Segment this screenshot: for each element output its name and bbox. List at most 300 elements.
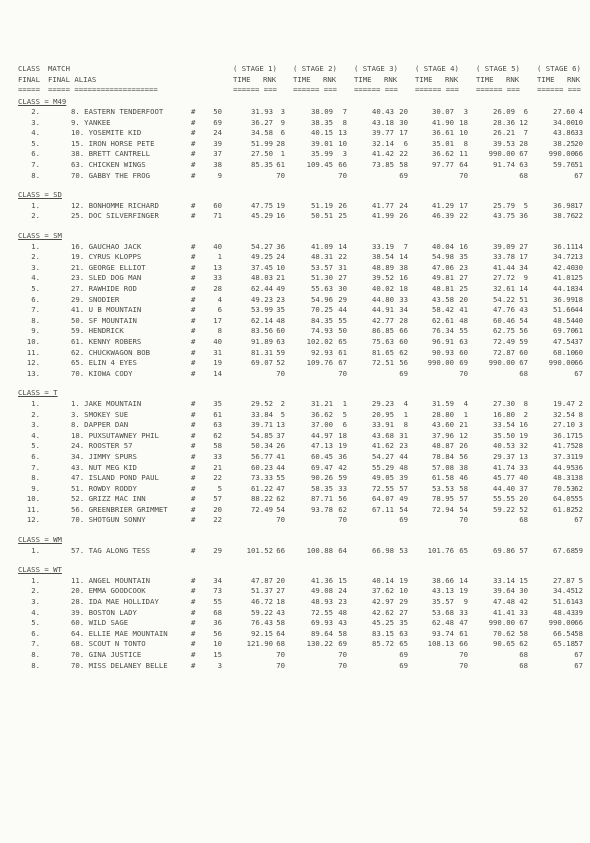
result-cell: 31 [213, 347, 222, 357]
result-cell: 73.85 [372, 160, 394, 170]
result-cell: 16.80 [493, 409, 515, 419]
result-cell: 40.53 [493, 441, 515, 451]
result-cell: 32 [519, 441, 528, 451]
result-cell: 17 [399, 128, 408, 138]
result-cell: 67 [519, 358, 528, 368]
result-cell: 14 [519, 284, 528, 293]
result-cell: # [191, 597, 196, 607]
result-cell: 56 [399, 358, 408, 368]
result-cell: 38. BRETT CANTRELL [71, 149, 151, 159]
result-cell: 43 [574, 597, 583, 607]
result-cell: 50. SF MOUNTAIN [71, 315, 137, 325]
result-cell: 27.30 [493, 398, 515, 408]
result-cell: 63 [213, 420, 222, 430]
result-cell: 67 [519, 618, 528, 628]
result-cell: 36.62 [432, 149, 454, 159]
result-cell: 86.85 [372, 326, 394, 336]
result-cell: 27.50 [251, 149, 273, 159]
result-cell: 48.31 [553, 473, 575, 483]
result-cell: 39.77 [372, 128, 394, 138]
result-row [18, 368, 583, 380]
result-cell: 48 [276, 315, 285, 325]
result-row [18, 305, 583, 316]
result-cell: 41.01 [553, 273, 575, 283]
result-row [18, 650, 583, 661]
result-cell: 69 [338, 639, 347, 649]
result-cell: # [191, 398, 196, 408]
result-cell: 8 [463, 138, 468, 148]
result-cell: 73.33 [251, 473, 273, 483]
result-cell: 27. RAWHIDE ROD [71, 284, 137, 293]
result-cell: 36 [519, 211, 528, 221]
result-cell: 8. [31, 650, 40, 659]
result-cell: 44 [338, 305, 347, 315]
result-row [18, 128, 583, 139]
result-cell: 14 [213, 368, 222, 378]
result-cell: # [191, 618, 196, 628]
header [18, 64, 580, 96]
result-cell: 6. [31, 451, 40, 461]
result-cell: 88.22 [251, 494, 273, 504]
result-cell: 63 [519, 160, 528, 170]
result-cell: 21 [459, 420, 468, 430]
result-row [18, 211, 583, 222]
result-cell: # [191, 336, 196, 346]
result-cell: 70 [276, 170, 285, 180]
result-cell: 36.27 [251, 117, 273, 127]
result-cell: 35 [213, 398, 222, 408]
result-cell: 47.75 [251, 200, 273, 210]
header-cell: ( STAGE 5) [476, 64, 520, 73]
result-cell: 1. [31, 575, 40, 585]
result-cell: 29.37 [493, 451, 515, 461]
result-cell: 9 [217, 170, 222, 180]
result-cell: 7. [31, 305, 40, 315]
result-cell: 67 [338, 358, 347, 368]
result-cell: 37 [276, 430, 285, 440]
result-cell: 74.93 [311, 326, 333, 336]
result-cell: 3 [280, 107, 285, 117]
result-cell: 57 [399, 483, 408, 493]
result-cell: 41.36 [311, 575, 333, 585]
result-cell: # [191, 483, 196, 493]
result-cell: 64 [338, 545, 347, 555]
result-row [18, 586, 583, 597]
result-cell: 4. [31, 273, 40, 283]
result-cell: 51.66 [553, 305, 575, 315]
result-cell: 49 [399, 494, 408, 504]
result-cell: 43.58 [432, 294, 454, 304]
result-cell: 66 [574, 149, 583, 159]
result-cell: 13 [574, 252, 583, 262]
result-cell: 38.76 [553, 211, 575, 221]
result-cell: 61 [213, 409, 222, 419]
result-cell: 32.54 [553, 409, 575, 419]
result-row [18, 628, 583, 640]
result-cell: 30 [574, 262, 583, 272]
result-cell: 49.23 [251, 294, 273, 304]
result-cell: 4. [31, 430, 40, 440]
result-cell: 38.54 [372, 252, 394, 262]
result-cell: 16 [519, 420, 528, 430]
result-cell: 990.00 [548, 358, 575, 368]
result-cell: 6 [523, 107, 528, 117]
result-cell: 55 [574, 494, 583, 504]
header-cell: TIME [354, 74, 372, 84]
result-cell: 25.79 [493, 200, 515, 210]
result-cell: 72.51 [372, 358, 394, 368]
result-cell: 7. [31, 639, 40, 649]
result-row [18, 117, 583, 129]
result-cell: 12 [459, 430, 468, 440]
result-cell: # [191, 305, 196, 315]
result-cell: 67 [574, 515, 583, 525]
result-cell: 40 [213, 241, 222, 251]
result-cell: 46 [459, 473, 468, 483]
result-cell: 19. CYRUS KLOPPS [71, 252, 142, 262]
result-cell: 44.97 [311, 430, 333, 440]
result-cell: 11. [26, 504, 40, 514]
result-cell: 28 [399, 315, 408, 325]
result-cell: 52 [519, 504, 528, 514]
classes [18, 96, 583, 672]
result-cell: 61.58 [432, 473, 454, 483]
result-cell: 44 [276, 462, 285, 472]
result-cell: 47 [276, 483, 285, 493]
header-cell: RNK [263, 74, 277, 84]
result-cell: 60 [276, 326, 285, 336]
result-cell: 56.77 [251, 451, 273, 461]
result-cell: 47.76 [493, 305, 515, 315]
result-row [18, 409, 583, 421]
result-cell: 18 [459, 117, 468, 127]
result-cell: 8 [342, 117, 347, 127]
result-cell: 69 [399, 170, 408, 180]
result-cell: # [191, 494, 196, 504]
result-cell: 35.99 [311, 149, 333, 159]
result-cell: 23 [338, 597, 347, 607]
result-cell: 63 [459, 336, 468, 346]
result-cell: 58 [276, 618, 285, 628]
result-row [18, 149, 583, 160]
result-cell: 8 [578, 409, 583, 419]
result-cell: 54.22 [493, 294, 515, 304]
result-cell: 58 [399, 160, 408, 170]
result-row [18, 575, 583, 587]
result-cell: 28 [574, 441, 583, 451]
result-cell: 39. BOSTON LADY [71, 607, 137, 617]
result-cell: # [191, 451, 196, 461]
result-cell: 990.00 [427, 358, 454, 368]
result-cell: 8 [403, 420, 408, 430]
result-cell: 1 [463, 409, 468, 419]
result-cell: 56 [459, 451, 468, 461]
result-cell: # [191, 628, 196, 638]
result-cell: 69.93 [311, 618, 333, 628]
result-cell: 6. [31, 628, 40, 638]
result-row [18, 294, 583, 306]
result-cell: 64 [276, 628, 285, 638]
result-cell: 69.07 [251, 358, 273, 368]
result-cell: 76.34 [432, 326, 454, 336]
result-cell: 7 [342, 107, 347, 117]
result-cell: 90.65 [493, 639, 515, 649]
result-cell: 51 [519, 294, 528, 304]
result-cell: 59 [276, 347, 285, 357]
result-cell: 39 [574, 607, 583, 617]
result-cell: 13 [519, 451, 528, 461]
result-cell: # [191, 117, 196, 127]
result-cell: 3. [31, 262, 40, 272]
header-cell: FINAL [18, 74, 40, 84]
result-cell: 5 [280, 409, 285, 419]
result-cell: 5. [31, 284, 40, 293]
result-cell: 15 [519, 575, 528, 585]
result-cell: # [191, 252, 196, 262]
result-cell: 11. ANGEL MOUNTAIN [71, 575, 151, 585]
result-cell: 54.85 [251, 430, 273, 440]
result-cell: 65. ELIN 4 EYES [71, 358, 137, 368]
result-cell: 6 [280, 128, 285, 138]
result-cell: 37 [519, 483, 528, 493]
result-cell: 13 [338, 128, 347, 138]
result-cell: 72.49 [251, 504, 273, 514]
result-cell: 12 [519, 117, 528, 127]
result-row [18, 170, 583, 182]
result-cell: 41.41 [493, 607, 515, 617]
result-row [18, 241, 583, 253]
result-cell: 20. EMMA GOODCOOK [71, 586, 146, 596]
result-cell: 33 [213, 273, 222, 283]
result-cell: 43.60 [432, 420, 454, 430]
result-cell: 70 [459, 650, 468, 659]
result-cell: 56 [338, 494, 347, 504]
result-cell: 43.75 [493, 211, 515, 221]
result-cell: 40.04 [432, 241, 454, 251]
result-cell: 91.74 [493, 160, 515, 170]
result-cell: 90.26 [311, 473, 333, 483]
result-cell: 3 [578, 420, 583, 430]
result-cell: 87.71 [311, 494, 333, 504]
result-cell: 38 [459, 462, 468, 472]
result-cell: # [191, 128, 196, 138]
result-cell: 96.91 [432, 336, 454, 346]
result-cell: 70.25 [311, 305, 333, 315]
result-cell: 43.13 [432, 586, 454, 596]
result-cell: 72.87 [493, 347, 515, 357]
result-cell: 28 [213, 284, 222, 293]
result-cell: 54 [459, 504, 468, 514]
result-cell: 60.23 [251, 462, 273, 472]
result-cell: 59.22 [493, 504, 515, 514]
result-cell: 56 [213, 628, 222, 638]
result-cell: 46.39 [432, 211, 454, 221]
result-cell: 43 [276, 607, 285, 617]
result-cell: 3. [31, 117, 40, 127]
result-cell: 90.93 [432, 347, 454, 357]
result-cell: 85.72 [372, 639, 394, 649]
result-cell: 34 [519, 262, 528, 272]
result-cell: 55.63 [311, 284, 333, 293]
result-cell: 20 [519, 494, 528, 504]
header-cell: ====== === [537, 85, 581, 94]
result-cell: 56. GREENBRIER GRIMMET [71, 504, 168, 514]
result-cell: 45.29 [251, 211, 273, 221]
result-cell: 10 [338, 138, 347, 148]
result-cell: 66 [574, 618, 583, 628]
result-cell: 39.01 [311, 138, 333, 148]
result-cell: 27 [276, 586, 285, 596]
result-cell: 21 [213, 462, 222, 472]
result-cell: 59.22 [251, 607, 273, 617]
result-cell: 34.72 [553, 252, 575, 262]
result-cell: 25. DOC SILVERFINGER [71, 211, 159, 221]
result-cell: 70 [338, 170, 347, 180]
result-row [18, 336, 583, 348]
result-cell: 44.91 [372, 305, 394, 315]
result-cell: 70. GINA JUSTICE [71, 650, 142, 659]
class-label: CLASS = M49 [18, 96, 67, 106]
result-cell: 48.43 [553, 607, 575, 617]
result-cell: 70 [338, 650, 347, 659]
result-cell: 72.55 [311, 607, 333, 617]
result-cell: 43.18 [372, 117, 394, 127]
result-cell: 101.76 [427, 545, 454, 555]
result-cell: 68 [519, 660, 528, 670]
result-cell: 42.97 [372, 597, 394, 607]
result-cell: 40 [213, 336, 222, 346]
result-cell: 3 [463, 107, 468, 117]
result-cell: 100.88 [306, 545, 333, 555]
result-cell: 22 [574, 211, 583, 221]
result-cell: 7. [31, 160, 40, 170]
result-row [18, 618, 583, 629]
result-cell: 19 [519, 430, 528, 440]
result-row [18, 545, 583, 557]
result-cell: 57 [519, 545, 528, 555]
result-cell: 5. [31, 138, 40, 148]
result-cell: 5 [523, 200, 528, 210]
header-cell: ====== === [354, 85, 398, 94]
result-cell: 33.91 [372, 420, 394, 430]
result-cell: 43 [338, 618, 347, 628]
result-cell: 38.35 [311, 117, 333, 127]
result-cell: # [191, 200, 196, 210]
result-cell: 64.05 [553, 494, 575, 504]
result-cell: 62 [276, 494, 285, 504]
result-cell: 65 [399, 639, 408, 649]
result-cell: 34. JIMMY SPURS [71, 451, 137, 461]
result-cell: 15 [338, 575, 347, 585]
result-cell: 43 [519, 305, 528, 315]
result-cell: # [191, 160, 196, 170]
result-row [18, 273, 583, 284]
result-cell: 41.62 [372, 441, 394, 451]
result-cell: 37.62 [372, 586, 394, 596]
result-cell: 22 [213, 515, 222, 525]
result-row [18, 660, 583, 672]
result-cell: # [191, 639, 196, 649]
result-cell: 35 [276, 305, 285, 315]
result-cell: 63 [276, 336, 285, 346]
result-cell: 66.54 [553, 628, 575, 638]
result-cell: 108.13 [427, 639, 454, 649]
result-cell: 55 [213, 597, 222, 607]
result-cell: # [191, 430, 196, 440]
result-cell: # [191, 347, 196, 357]
result-cell: 30 [519, 586, 528, 596]
result-cell: 54 [276, 504, 285, 514]
result-cell: # [191, 294, 196, 304]
result-cell: 29 [213, 545, 222, 555]
result-cell: 14 [574, 241, 583, 251]
result-cell: 11. [26, 347, 40, 357]
result-cell: 68 [276, 639, 285, 649]
result-cell: 53.99 [251, 305, 273, 315]
result-cell: 15. IRON HORSE PETE [71, 138, 155, 148]
result-cell: 39.64 [493, 586, 515, 596]
class-heading [18, 231, 580, 242]
result-cell: 62 [213, 430, 222, 440]
result-cell: 28 [276, 138, 285, 148]
result-cell: 61 [459, 628, 468, 638]
result-cell: 61. KENNY ROBERS [71, 336, 142, 346]
result-cell: 25 [574, 273, 583, 283]
result-cell: 23 [399, 441, 408, 451]
result-cell: 29 [338, 294, 347, 304]
result-cell: 26 [338, 200, 347, 210]
result-cell: 26 [459, 441, 468, 451]
result-cell: 40.43 [372, 107, 394, 117]
result-cell: 37.96 [432, 430, 454, 440]
result-cell: 19 [338, 441, 347, 451]
result-cell: 68 [519, 368, 528, 378]
result-cell: 48.89 [372, 262, 394, 272]
result-cell: 85.35 [251, 160, 273, 170]
header-cell: RNK [384, 74, 398, 84]
result-cell: 8. DAPPER DAN [71, 420, 129, 430]
result-cell: 41.99 [372, 211, 394, 221]
result-cell: 34.00 [553, 117, 575, 127]
result-cell: 63. CHICKEN WINGS [71, 160, 146, 170]
result-cell: 5. [31, 618, 40, 628]
result-cell: 39 [213, 138, 222, 148]
result-cell: 60.45 [311, 451, 333, 461]
result-cell: 44.40 [493, 483, 515, 493]
result-cell: 28.80 [432, 409, 454, 419]
result-cell: 36.17 [553, 430, 575, 440]
result-cell: 8. [31, 473, 40, 483]
result-cell: 61 [338, 347, 347, 357]
result-cell: 41.42 [372, 149, 394, 159]
header-cell: ====== === [415, 85, 459, 94]
result-cell: 71 [213, 211, 222, 221]
result-cell: 72.49 [493, 336, 515, 346]
result-cell: # [191, 368, 196, 378]
result-cell: # [191, 358, 196, 368]
result-cell: 36.61 [432, 128, 454, 138]
header-cell: ( STAGE 4) [415, 64, 459, 73]
result-cell: 68 [519, 650, 528, 659]
header-cell: ===== =================== [48, 85, 158, 94]
result-cell: 60 [399, 336, 408, 346]
result-cell: 45.77 [493, 473, 515, 483]
result-cell: 1 [280, 149, 285, 159]
result-cell: 36 [574, 462, 583, 472]
result-cell: 67 [519, 149, 528, 159]
result-cell: 44.95 [553, 462, 575, 472]
result-row [18, 639, 583, 650]
